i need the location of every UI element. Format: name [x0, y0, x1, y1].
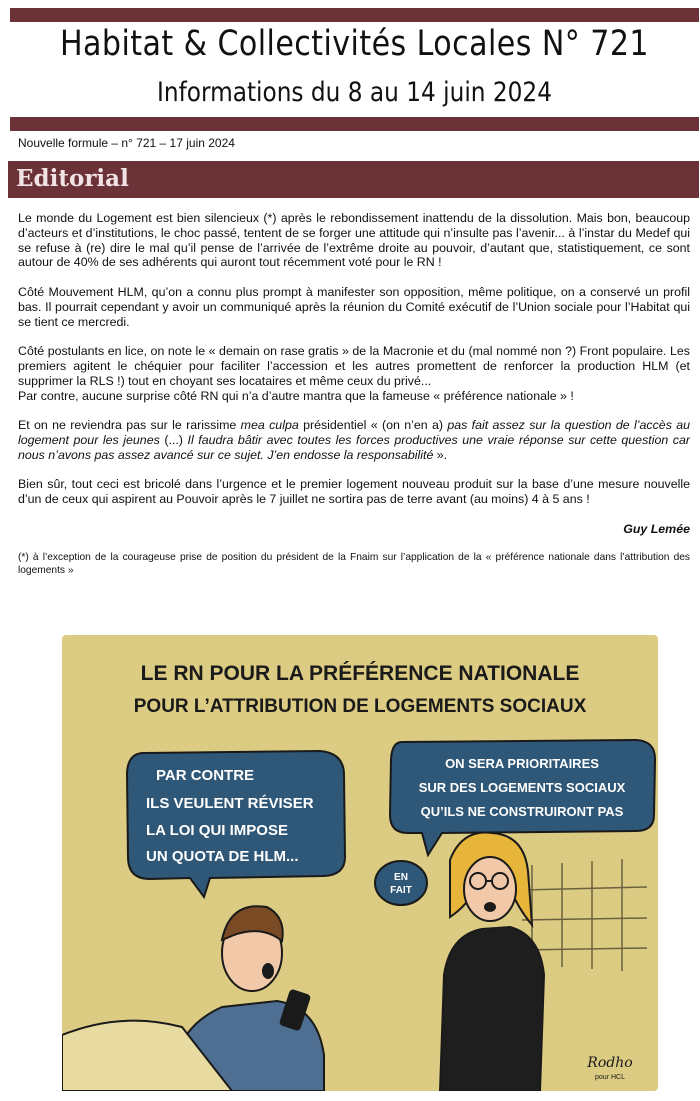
paragraph-1: Le monde du Logement est bien silencieux (*) après le rebondissement inattendu de la dissolution. Mais bon, beaucoup d’acteurs et d’institutions, le choc passé, tentent de se forger une attitude qui n’insulte pas l’avenir... à l’instar du Medef qui se refuse à (re) dire le mal qu’il pense de l’arrivée de l’extrême droite au pouvoir, d’autant que, statistiquement, ce sont autour de 40% de ses adhérents qui auront tout récemment voté pour le RN ! [18, 211, 690, 270]
paragraph-4-text: (...) [159, 432, 188, 447]
bubble-left-line: PAR CONTRE [156, 767, 255, 784]
paragraph-3 [18, 344, 690, 403]
paragraph-2: Côté Mouvement HLM, qu’on a connu plus prompt à manifester son opposition, même politique, on a conservé un profil bas. Il pourrait cependant y avoir un communiqué après la réunion du Comité exécutif de l’Union sociale pour l’Habitat qui se tient ce mercredi. [18, 284, 690, 329]
masthead-title: Habitat & Collectivités Locales N° 721 [59, 24, 650, 64]
paragraph-3b: Par contre, aucune surprise côté RN qui n’a d’autre mantra que la fameuse « préférence nationale » ! [18, 388, 574, 403]
cartoon-headline-1: LE RN POUR LA PRÉFÉRENCE NATIONALE [140, 662, 580, 685]
masthead-bottom-rule [10, 117, 699, 131]
signature: Guy Lemée [623, 521, 690, 536]
paragraph-5: Bien sûr, tout ceci est bricolé dans l’urgence et le premier logement nouveau produit sur la base d’une mesure nouvelle d’un de ceux qui aspirent au Pouvoir après le 7 juillet ne sortira pas de terre avant (au moins) 4 à 5 ans ! [18, 477, 690, 507]
bubble-right-line: QU’ILS NE CONSTRUIRONT PAS [420, 804, 624, 819]
cartoon-illustration [62, 635, 658, 1091]
paragraph-4-text: ». [433, 447, 448, 462]
issue-line: Nouvelle formule – n° 721 – 17 juin 2024 [18, 136, 235, 150]
paragraph-4-text: présidentiel « (on n’en a) [298, 418, 448, 433]
bubble-left-line: LA LOI QUI IMPOSE [146, 822, 288, 839]
bubble-small-line: EN [394, 872, 408, 883]
woman-body [440, 927, 544, 1091]
masthead-subtitle: Informations du 8 au 14 juin 2024 [157, 77, 552, 108]
masthead-top-rule [10, 8, 699, 22]
artist-signature: Rodho [587, 1055, 633, 1071]
paragraph-4-latin: mea culpa [240, 418, 299, 433]
article-body [18, 211, 690, 592]
paragraph-4-quote: Il faudra bâtir avec toutes les forces productives une vraie réponse sur cette question car nous n’avons pas assez avancé sur ce sujet. J’en endosse la responsabilité [18, 432, 691, 462]
speech-bubble-small [375, 861, 427, 905]
bubble-right-line: ON SERA PRIORITAIRES [445, 756, 599, 771]
bubble-right-line: SUR DES LOGEMENTS SOCIAUX [418, 780, 626, 795]
artist-signature-sub: pour HCL [595, 1074, 625, 1081]
paragraph-3a: Côté postulants en lice, on note le « demain on rase gratis » de la Macronie et du (mal nommé non ?) Front populaire. Les premiers agitent le chéquier pour faciliter l’accession et les autres promettent de renforcer la production HLM (et supprimer la RLS !) tout en choyant ses locataires et même ceux du privé... [18, 344, 690, 388]
bubble-left-line: UN QUOTA DE HLM... [146, 848, 299, 865]
bubble-left-line: ILS VEULENT RÉVISER [146, 795, 314, 812]
paragraph-4-text: Et on ne reviendra pas sur le rarissime [18, 418, 241, 433]
paragraph-4 [18, 418, 690, 462]
section-title: Editorial [16, 165, 129, 192]
footnote: (*) à l’exception de la courageuse prise de position du président de la Fnaim sur l’application de la « préférence nationale dans l’attribution des logements » [18, 552, 690, 577]
bubble-small-line: FAIT [390, 885, 412, 896]
woman-mouth [484, 902, 496, 912]
cartoon-headline-2: POUR L’ATTRIBUTION DE LOGEMENTS SOCIAUX [133, 696, 587, 717]
man-mouth [262, 963, 274, 979]
paragraph-4-quote: pas fait assez sur la question de l’accès au logement pour les jeunes [18, 418, 691, 447]
